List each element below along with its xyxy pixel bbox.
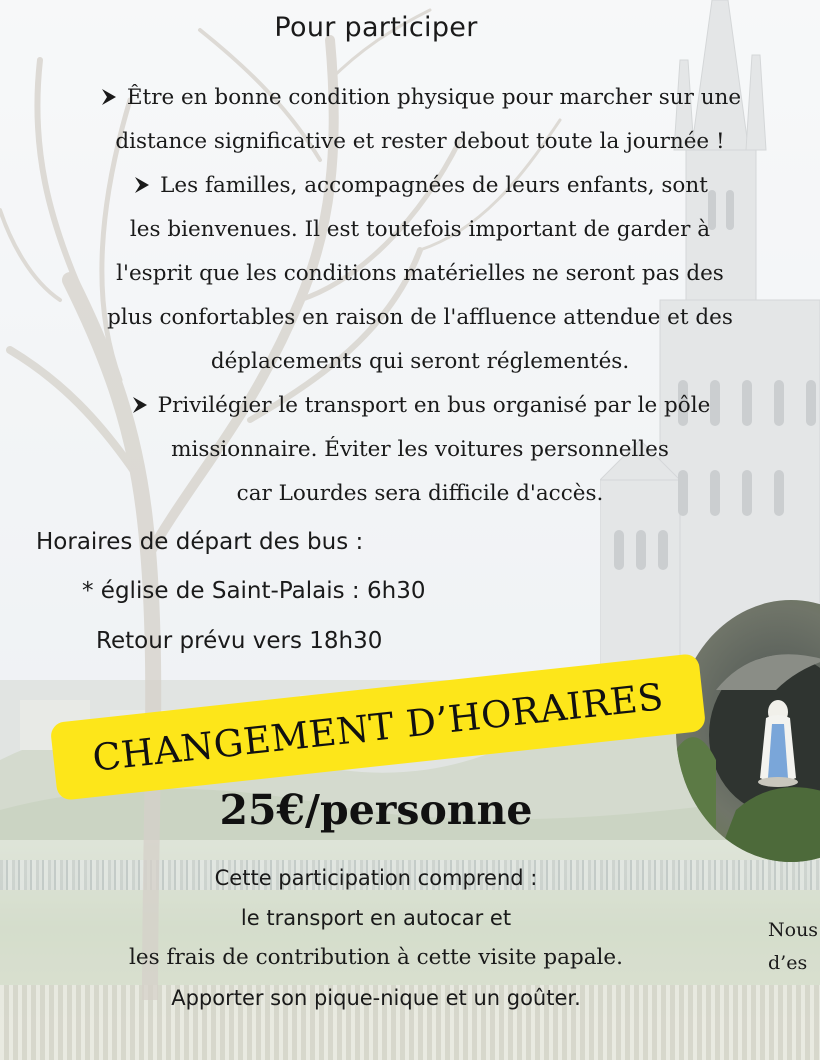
requirement-item-families bbox=[30, 164, 810, 384]
requirement-item-transport bbox=[30, 384, 810, 516]
schedule-change-banner bbox=[50, 653, 707, 801]
price-includes bbox=[0, 858, 752, 1018]
section-title: Pour participer bbox=[274, 12, 478, 43]
bus-departure-time: * église de Saint-Palais : 6h30 bbox=[82, 578, 426, 604]
requirement-line: l'esprit que les conditions matérielles ne seront pas des bbox=[116, 261, 724, 286]
side-note-line: Nous bbox=[768, 919, 819, 941]
requirements-list bbox=[30, 76, 810, 516]
chevron-right-icon bbox=[130, 386, 152, 404]
bring-lunch-note: Apporter son pique-nique et un goûter. bbox=[171, 986, 581, 1010]
includes-line: le transport en autocar et bbox=[240, 906, 512, 930]
requirement-line: missionnaire. Éviter les voitures personnelles bbox=[171, 437, 669, 462]
requirement-line: distance significative et rester debout toute la journée ! bbox=[115, 129, 725, 154]
chevron-right-icon bbox=[99, 78, 121, 96]
requirement-item-fitness bbox=[30, 76, 810, 164]
schedule-change-label: CHANGEMENT D’HORAIRES bbox=[90, 674, 666, 780]
chevron-right-icon bbox=[132, 166, 154, 184]
includes-heading: Cette participation comprend : bbox=[214, 866, 538, 890]
requirement-line: les bienvenues. Il est toutefois important de garder à bbox=[129, 217, 711, 242]
requirement-line: car Lourdes sera difficile d'accès. bbox=[236, 481, 604, 506]
bus-return-time: Retour prévu vers 18h30 bbox=[96, 628, 383, 654]
bus-schedule-heading: Horaires de départ des bus : bbox=[36, 529, 364, 555]
cropped-side-note bbox=[768, 914, 820, 980]
price: 25€/personne bbox=[219, 786, 533, 834]
includes-line: les frais de contribution à cette visite papale. bbox=[129, 945, 623, 970]
side-note-line: d’es bbox=[768, 952, 808, 974]
requirement-line: Privilégier le transport en bus organisé par le pôle bbox=[157, 393, 711, 418]
requirement-line: déplacements qui seront réglementés. bbox=[210, 349, 630, 374]
requirement-line: Les familles, accompagnées de leurs enfants, sont bbox=[160, 173, 708, 198]
requirement-line: Être en bonne condition physique pour marcher sur une bbox=[126, 85, 742, 110]
requirement-line: plus confortables en raison de l'affluence attendue et des bbox=[107, 305, 733, 330]
